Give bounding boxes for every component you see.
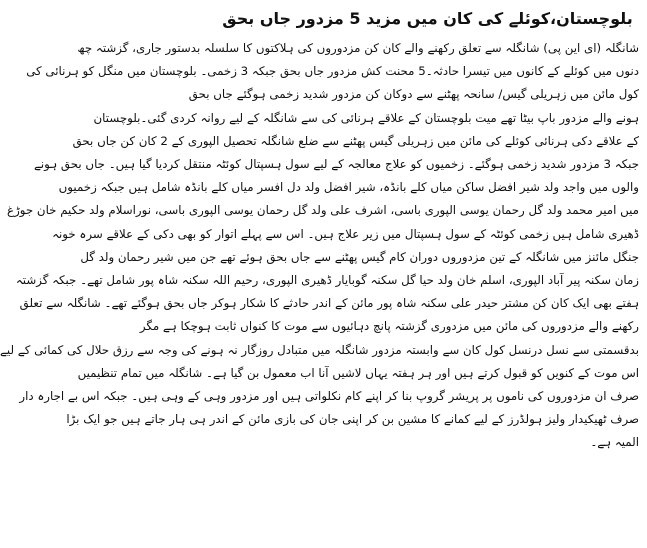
article-line: اس موت کے کنویں کو قبول کرتے ہیں اور ہر ہفتہ یہاں لاشیں آنا اب معمول بن گیا ہے۔ شانگلہ میں تمام تنظیمیں	[77, 365, 639, 380]
article-line: ہفتے بھی ایک کان کن مشتر حیدر علی سکنہ شاہ پور مائن کے اندر حادثے کا شکار ہوکر جاں بحق ہوگئے تھے۔ شانگلہ سے تعلق	[19, 296, 639, 311]
article-headline: بلوچستان،کوئلے کی کان میں مزید 5 مزدور جاں بحق	[222, 9, 633, 28]
article-line: دنوں میں کوئلے کے کانوں میں تیسرا حادثہ۔5 محنت کش مزدور جاں بحق جبکہ 3 زخمی۔ بلوچستان میں منگل کو ہرنائی کی	[26, 64, 639, 79]
article-line: کول مائن میں زہریلی گیس/ سانحہ پھٹنے سے دوکان کن مزدور شدید زخمی ہوگئے جاں بحق	[188, 87, 639, 102]
article-body	[0, 37, 639, 455]
article-line: جبکہ 3 مزدور شدید زخمی ہوگئے۔ زخمیوں کو علاج معالجہ کے لیے سول ہسپتال کوئٹہ منتقل کردیا گیا ہیں۔ جاں بحق ہونے	[33, 157, 639, 172]
article-line: ڈھیری شامل ہیں زخمی کوئٹہ کے سول ہسپتال میں زیر علاج ہیں۔ اس سے پہلے اتوار کو بھی دکی کے علاقے سرہ خونہ	[52, 226, 639, 241]
article-line: زمان سکنہ پیر آباد الپوری، اسلم خان ولد حیا گل سکنہ گوبایار ڈھیری الپوری، رحیم اللہ سکنہ شاہ پور شامل تھے۔ جبکہ گزشتہ	[15, 273, 639, 288]
article-line: المیہ ہے۔	[590, 435, 639, 450]
article-line: ہونے والے مزدور باپ بیٹا تھے میت بلوچستان کے علاقے ہرنائی کی سے شانگلہ کے لیے روانہ کردی گئی۔بلوچستان	[93, 110, 639, 125]
article-line: میں امیر محمد ولد گل رحمان یوسی الپوری باسی، اشرف علی ولد گل رحمان یوسی الپوری باسی، نوراسلام ولد حکیم خان جوڑغ	[7, 203, 639, 218]
article-line: بدقسمتی سے نسل درنسل کول کان سے وابستہ مزدور شانگلہ میں متبادل روزگار نہ ہونے کی وجہ سے رزق حلال کی کمائی کے لیے	[0, 342, 639, 357]
article-line: صرف ٹھیکیدار ولیز ہولڈرز کے لیے کمانے کا مشین بن کر اپنی جان کی بازی مائن کے اندر ہی ہار جاتے ہیں جو ایک بڑا	[66, 412, 639, 427]
article-line: والوں میں واجد ولد شیر افضل ساکن میاں کلے بانڈہ، شیر افضل ولد دل افسر میاں کلے بانڈہ شامل ہیں جبکہ زخمیوں	[58, 180, 639, 195]
article-line: شانگلہ (ای این پی) شانگلہ سے تعلق رکھنے والے کان کن مزدوروں کی ہلاکتوں کا سلسلہ بدستور جاری، گزشتہ چھ	[77, 41, 639, 55]
article-line: صرف ان مزدوروں کی ناموں پر پریشر گروپ بنا کر اپنے کام نکلواتی ہیں اور مزدور وہی کے وہی ہیں۔ جبکہ اس بے اجارہ دار	[19, 389, 639, 404]
article-line: جنگل مائنز میں شانگلہ کے تین مزدوروں دوران کام گیس پھٹنے سے جاں بحق ہوئے تھے جن میں شیر رحمان ولد گل	[80, 249, 639, 264]
article-line: رکھنے والے مزدوروں کی مائن میں مزدوری گزشتہ پانچ دہائیوں سے موت کا کنواں ثابت ہوچکا ہے مگر	[139, 319, 639, 334]
article-line: کے علاقے دکی ہرنائی کوئلے کی مائن میں زہریلی گیس پھٹنے سے ضلع شانگلہ تحصیل الپوری کے 2 کان کن جاں بحق	[72, 133, 639, 148]
